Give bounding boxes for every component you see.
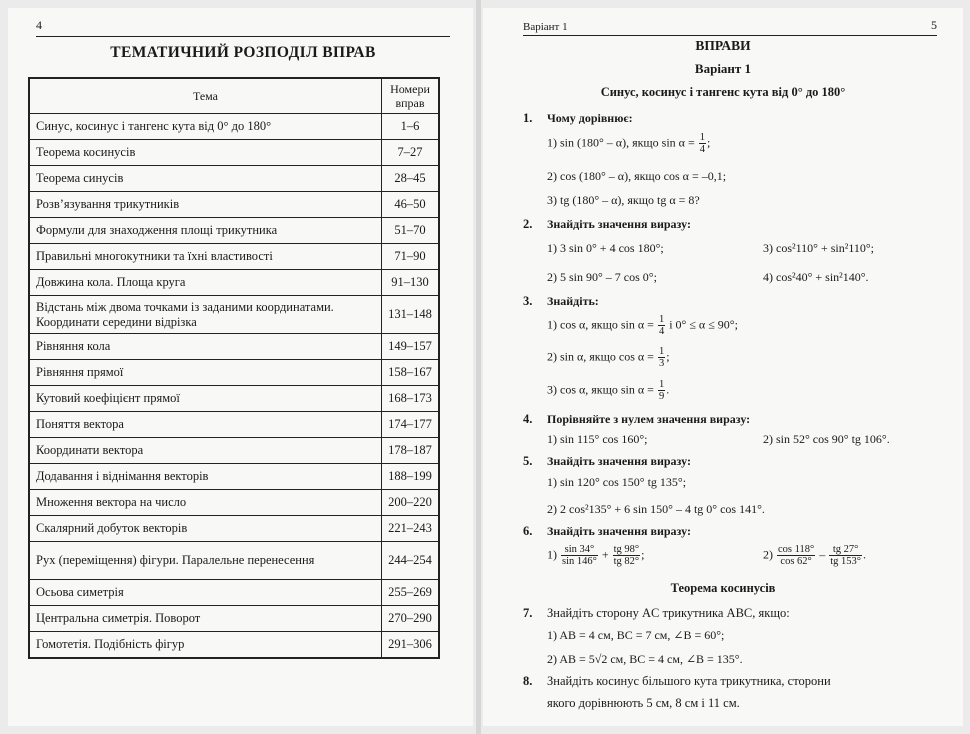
numbers-cell: 149–157 [382, 334, 440, 360]
numbers-cell: 168–173 [382, 386, 440, 412]
exercise-number: 3. [523, 294, 533, 308]
denominator: cos 62° [780, 556, 812, 567]
table-header-row [29, 78, 439, 114]
exercise-item [763, 544, 866, 567]
table-row [29, 166, 439, 192]
exercise-text: Знайдіть сторону AC трикутника ABC, якщо: [547, 606, 790, 620]
table-row [29, 412, 439, 438]
numbers-cell: 221–243 [382, 516, 440, 542]
fraction [777, 544, 815, 567]
numbers-cell: 71–90 [382, 244, 440, 270]
numbers-cell: 270–290 [382, 606, 440, 632]
denominator: 4 [658, 326, 665, 337]
exercise-text: якого дорівнюють 5 см, 8 см і 11 см. [547, 696, 740, 710]
exercise-number: 5. [523, 454, 533, 468]
table-row [29, 542, 439, 580]
exercise-item: 3) tg (180° – α), якщо tg α = 8? [547, 193, 700, 207]
exercise-item: 4) cos²40° + sin²140°. [763, 270, 869, 284]
subheading: Варіант 1 [694, 61, 752, 76]
exercise-text: Знайдіть значення виразу: [547, 454, 691, 468]
numbers-cell: 7–27 [382, 140, 440, 166]
numerator: cos 118° [778, 544, 815, 555]
numbers-cell: 244–254 [382, 542, 440, 580]
numerator: 1 [699, 132, 705, 143]
table-row [29, 140, 439, 166]
topic-cell: Розв’язування трикутників [29, 192, 382, 218]
topic-cell: Центральна симетрія. Поворот [29, 606, 382, 632]
header-numbers: Номери вправ [382, 78, 440, 114]
fraction [658, 314, 665, 337]
table-row [29, 218, 439, 244]
header-rule [36, 36, 450, 37]
topics-table [28, 77, 440, 659]
topic-cell: Рівняння кола [29, 334, 382, 360]
item-end: . [862, 547, 866, 562]
topic-cell: Рівняння прямої [29, 360, 382, 386]
numerator: 1 [658, 379, 665, 390]
fraction [699, 132, 706, 155]
exercise-item: 3) cos²110° + sin²110°; [763, 241, 874, 255]
topic-cell: Довжина кола. Площа круга [29, 270, 382, 296]
exercise-text: Чому дорівнює: [547, 111, 633, 125]
operator: – [819, 547, 826, 562]
exercise-number: 2. [523, 217, 533, 231]
exercise-text: Знайдіть косинус більшого кута трикутника, сторони [547, 674, 831, 688]
topic-cell: Рух (переміщення) фігури. Паралельне перенесення [29, 542, 382, 580]
exercise-item: 1) sin 115° cos 160°; [547, 432, 648, 446]
exercise-item: 1) 3 sin 0° + 4 cos 180°; [547, 241, 664, 255]
header-rule [523, 35, 937, 36]
exercise-item [547, 314, 738, 337]
table-row [29, 360, 439, 386]
topic-cell: Кутовий коефіцієнт прямої [29, 386, 382, 412]
header-topic: Тема [29, 78, 382, 114]
page-title: ТЕМАТИЧНИЙ РОЗПОДІЛ ВПРАВ [110, 44, 376, 61]
exercise-item [547, 379, 669, 402]
table-row [29, 632, 439, 659]
numbers-cell: 158–167 [382, 360, 440, 386]
fraction [613, 544, 641, 567]
table-row [29, 270, 439, 296]
item-end: ; [706, 135, 711, 150]
exercise-text: Порівняйте з нулем значення виразу: [547, 412, 751, 426]
numbers-cell: 51–70 [382, 218, 440, 244]
denominator: tg 153° [830, 556, 861, 567]
exercise-number: 4. [523, 412, 533, 426]
left-page [8, 8, 473, 726]
numbers-cell: 28–45 [382, 166, 440, 192]
item-text: 2) sin α, якщо cos α = [547, 349, 654, 364]
exercise-item: 1) AB = 4 см, BC = 7 см, ∠B = 60°; [547, 628, 725, 642]
numbers-cell: 255–269 [382, 580, 440, 606]
exercise-item [547, 346, 670, 369]
denominator: 4 [699, 144, 705, 155]
numerator: 1 [658, 346, 665, 357]
exercise-text: Знайдіть значення виразу: [547, 524, 691, 538]
topic-cell: Теорема синусів [29, 166, 382, 192]
topic-cell: Координати вектора [29, 438, 382, 464]
exercise-item: 2) 5 sin 90° – 7 cos 0°; [547, 270, 657, 284]
fraction [829, 544, 862, 567]
table-row [29, 114, 439, 140]
table-row [29, 334, 439, 360]
exercise-item: 2) cos (180° – α), якщо cos α = –0,1; [547, 169, 727, 183]
numbers-cell: 291–306 [382, 632, 440, 659]
numerator: tg 98° [613, 544, 640, 555]
exercise-number: 6. [523, 524, 533, 538]
fraction [561, 544, 598, 567]
section-title: Теорема косинусів [670, 581, 776, 595]
table-row [29, 296, 439, 334]
topic-cell: Поняття вектора [29, 412, 382, 438]
numbers-cell: 1–6 [382, 114, 440, 140]
topic-cell: Правильні многокутники та їхні властивості [29, 244, 382, 270]
table-row [29, 192, 439, 218]
exercise-item: 2) 2 cos²135° + 6 sin 150° – 4 tg 0° cos 141°. [547, 502, 765, 516]
item-text: 2) [763, 547, 773, 562]
topic-cell: Синус, косинус і тангенс кута від 0° до 180° [29, 114, 382, 140]
numbers-cell: 131–148 [382, 296, 440, 334]
denominator: 3 [658, 358, 665, 369]
exercise-number: 1. [523, 111, 533, 125]
item-text: 1) sin (180° – α), якщо sin α = [547, 135, 695, 150]
table-row [29, 490, 439, 516]
numbers-cell: 91–130 [382, 270, 440, 296]
item-text: 1) cos α, якщо sin α = [547, 317, 654, 332]
exercise-item [547, 544, 644, 567]
page-number: 4 [36, 18, 42, 32]
exercise-item: 2) sin 52° cos 90° tg 106°. [763, 432, 890, 446]
table-row [29, 244, 439, 270]
topic-cell: Множення вектора на число [29, 490, 382, 516]
running-head: Варіант 1 [523, 21, 568, 33]
numbers-cell: 178–187 [382, 438, 440, 464]
section-title: Синус, косинус і тангенс кута від 0° до 180° [600, 85, 846, 99]
item-text: 1) [547, 547, 557, 562]
book-spine [476, 0, 481, 734]
exercise-item: 2) AB = 5√2 см, BC = 4 см, ∠B = 135°. [547, 652, 743, 666]
exercise-number: 8. [523, 674, 533, 688]
item-end: ; [641, 547, 645, 562]
topic-cell: Відстань між двома точками із заданими координатами. Координати середини відрізка [29, 296, 382, 334]
table-row [29, 464, 439, 490]
denominator: tg 82° [613, 556, 640, 567]
table-row [29, 386, 439, 412]
heading: ВПРАВИ [695, 38, 751, 53]
item-text: 3) cos α, якщо sin α = [547, 382, 654, 397]
numbers-cell: 200–220 [382, 490, 440, 516]
numerator: sin 34° [561, 544, 598, 556]
exercise-item: 1) sin 120° cos 150° tg 135°; [547, 475, 687, 489]
item-end: ; [666, 349, 670, 364]
numbers-cell: 188–199 [382, 464, 440, 490]
exercise-item [547, 132, 710, 155]
topic-cell: Теорема косинусів [29, 140, 382, 166]
table-row [29, 516, 439, 542]
numbers-cell: 46–50 [382, 192, 440, 218]
topic-cell: Скалярний добуток векторів [29, 516, 382, 542]
item-end: . [666, 382, 670, 397]
topic-cell: Додавання і віднімання векторів [29, 464, 382, 490]
numbers-cell: 174–177 [382, 412, 440, 438]
topic-cell: Гомотетія. Подібність фігур [29, 632, 382, 659]
denominator: sin 146° [562, 556, 597, 567]
table-row [29, 438, 439, 464]
fraction [658, 346, 665, 369]
item-end: і 0° ≤ α ≤ 90°; [669, 317, 738, 332]
numerator: tg 27° [829, 544, 862, 556]
topic-cell: Осьова симетрія [29, 580, 382, 606]
denominator: 9 [658, 391, 665, 402]
numerator: 1 [658, 314, 665, 325]
right-page [483, 8, 963, 726]
table-row [29, 606, 439, 632]
operator: + [601, 547, 609, 562]
exercise-number: 7. [523, 606, 533, 620]
exercise-text: Знайдіть: [547, 294, 599, 308]
page-number: 5 [931, 18, 937, 32]
table-row [29, 580, 439, 606]
topic-cell: Формули для знаходження площі трикутника [29, 218, 382, 244]
exercise-text: Знайдіть значення виразу: [547, 217, 691, 231]
fraction [658, 379, 665, 402]
